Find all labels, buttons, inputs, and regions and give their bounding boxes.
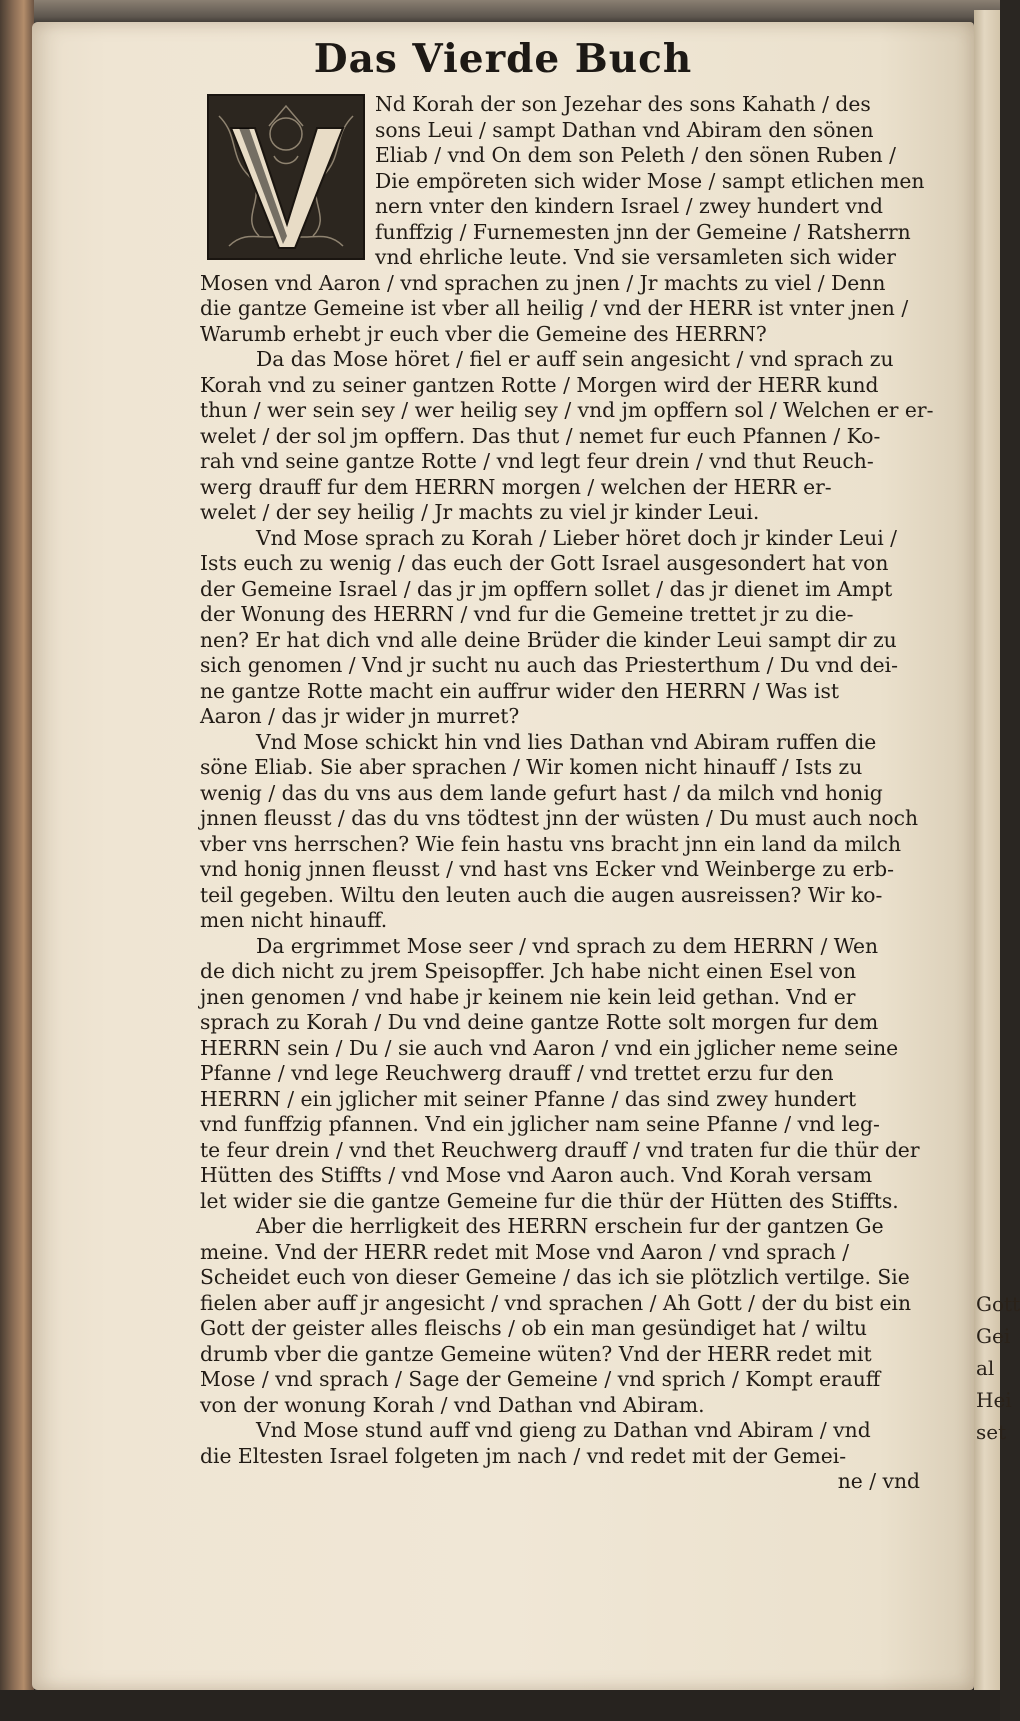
text-line: drumb vber die gantze Gemeine wüten? Vnd der HERR redet mit — [200, 1341, 872, 1366]
text-line: funffzig / Furnemesten jnn der Gemeine / Ratsherrn — [375, 219, 911, 244]
text-line: Die empöreten sich wider Mose / sampt etlichen men — [375, 168, 925, 193]
text-line: meine. Vnd der HERR redet mit Mose vnd Aaron / vnd sprach / — [200, 1239, 850, 1264]
text-line: Hütten des Stiffts / vnd Mose vnd Aaron auch. Vnd Korah versam — [200, 1163, 873, 1187]
text-line: te feur drein / vnd thet Reuchwerg drauff / vnd traten fur die thür der — [200, 1137, 920, 1162]
text-line: jnnen fleusst / das du vns tödtest jnn der wüsten / Du must auch noch — [200, 806, 919, 830]
adjacent-page-fragment: set — [976, 1420, 1007, 1444]
text-line: Pfanne / vnd lege Reuchwerg drauff / vnd trettet erzu fur den — [200, 1061, 834, 1085]
text-line: thun / wer sein sey / wer heilig sey / vnd jm opffern sol / Welchen er er- — [200, 398, 934, 422]
text-line: let wider sie die gantze Gemeine fur die thür der Hütten des Stiffts. — [200, 1188, 899, 1213]
text-line: Nd Korah der son Jezehar des sons Kahath / des — [375, 92, 871, 116]
text-line: Da ergrimmet Mose seer / vnd sprach zu dem HERRN / Wen — [256, 933, 879, 958]
text-line: sich genomen / Vnd jr sucht nu auch das Priesterthum / Du vnd dei- — [200, 653, 898, 677]
scan-background-bottom — [0, 1690, 1000, 1721]
text-line: nern vnter den kindern Israel / zwey hundert vnd — [375, 194, 883, 218]
text-line: welet / der sey heilig / Jr machts zu viel jr kinder Leui. — [200, 500, 760, 524]
text-line: HERRN / ein jglicher mit seiner Pfanne / das sind zwey hundert — [200, 1086, 857, 1111]
text-line: welet / der sol jm opffern. Das thut / nemet fur euch Pfannen / Ko- — [200, 423, 881, 448]
body-text — [200, 92, 934, 1495]
text-line: Warumb erhebt jr euch vber die Gemeine des HERRN? — [200, 321, 767, 346]
text-line: die Eltesten Israel folgeten jm nach / vnd redet mit der Gemei- — [200, 1443, 847, 1468]
scan-background-top — [0, 0, 1000, 24]
text-line: rah vnd seine gantze Rotte / vnd legt feur drein / vnd thut Reuch- — [200, 449, 874, 473]
text-line: fielen aber auff jr angesicht / vnd sprachen / Ah Gott / der du bist ein — [200, 1290, 912, 1315]
text-line: vnd funffzig pfannen. Vnd ein jglicher nam seine Pfanne / vnd leg- — [200, 1112, 880, 1136]
text-line: Mosen vnd Aaron / vnd sprachen zu jnen / Jr machts zu viel / Denn — [200, 270, 886, 295]
adjacent-page-fragment: Gott — [976, 1292, 1020, 1316]
text-line: Scheidet euch von dieser Gemeine / das ich sie plötzlich vertilge. Sie — [200, 1265, 910, 1289]
text-line: söne Eliab. Sie aber sprachen / Wir komen nicht hinauff / Ists zu — [200, 755, 863, 779]
adjacent-page-fragment: al — [976, 1356, 995, 1380]
text-line: Vnd Mose schickt hin vnd lies Dathan vnd Abiram ruffen die — [256, 729, 877, 754]
text-line: Vnd Mose stund auff vnd gieng zu Dathan vnd Abiram / vnd — [256, 1418, 871, 1442]
running-heading: Das Vierde Buch — [313, 36, 693, 82]
text-line: Korah vnd zu seiner gantzen Rotte / Morgen wird der HERR kund — [200, 372, 879, 397]
text-line: sons Leui / sampt Dathan vnd Abiram den sönen — [375, 117, 874, 142]
text-line: teil gegeben. Wiltu den leuten auch die augen ausreissen? Wir ko- — [200, 882, 883, 907]
text-line: der Gemeine Israel / das jr jm opffern sollet / das jr dienet im Ampt — [200, 576, 893, 601]
text-line: wenig / das du vns aus dem lande gefurt hast / da milch vnd honig — [200, 780, 883, 805]
text-line: Da das Mose höret / fiel er auff sein angesicht / vnd sprach zu — [256, 347, 894, 371]
text-line: Gott der geister alles fleischs / ob ein man gesündiget hat / wiltu — [200, 1316, 867, 1340]
text-line: HERRN sein / Du / sie auch vnd Aaron / vnd ein jglicher neme seine — [200, 1035, 899, 1060]
adjacent-page-fragment: Hei — [976, 1388, 1012, 1412]
text-line: werg drauff fur dem HERRN morgen / welchen der HERR er- — [200, 474, 832, 499]
text-line: der Wonung des HERRN / vnd fur die Gemeine trettet jr zu die- — [200, 602, 854, 626]
catchword: ne / vnd — [837, 1469, 920, 1493]
text-line: Ists euch zu wenig / das euch der Gott Israel ausgesondert hat von — [200, 551, 889, 575]
text-line: vnd honig jnnen fleusst / vnd hast vns Ecker vnd Weinberge zu erb- — [200, 857, 895, 881]
text-line: von der wonung Korah / vnd Dathan vnd Abiram. — [200, 1392, 705, 1417]
text-line: Eliab / vnd On dem son Peleth / den sönen Ruben / — [375, 143, 896, 167]
text-line: nen? Er hat dich vnd alle deine Brüder die kinder Leui sampt dir zu — [200, 627, 897, 652]
text-line: sprach zu Korah / Du vnd deine gantze Rotte solt morgen fur dem — [200, 1010, 879, 1034]
book-binding-edge — [0, 0, 34, 1721]
text-line: die gantze Gemeine ist vber all heilig / vnd der HERR ist vnter jnen / — [200, 296, 909, 320]
text-line: Aaron / das jr wider jn murret? — [200, 704, 520, 728]
text-line: ne gantze Rotte macht ein auffrur wider den HERRN / Was ist — [200, 678, 840, 703]
text-line: de dich nicht zu jrem Speisopffer. Jch habe nicht einen Esel von — [200, 959, 857, 983]
text-line: Vnd Mose sprach zu Korah / Lieber höret doch jr kinder Leui / — [256, 525, 898, 550]
adjacent-page-edge — [974, 10, 1020, 1690]
text-line: men nicht hinauff. — [200, 908, 388, 932]
text-line: Aber die herrligkeit des HERRN erschein fur der gantzen Ge — [256, 1214, 884, 1238]
adjacent-page-fragment: Gei — [976, 1324, 1011, 1348]
text-line: vnd ehrliche leute. Vnd sie versamleten sich wider — [375, 245, 896, 269]
text-line: jnen genomen / vnd habe jr keinem nie kein leid gethan. Vnd er — [200, 984, 856, 1009]
text-line: vber vns herrschen? Wie fein hastu vns bracht jnn ein land da milch — [200, 831, 902, 856]
text-line: Mose / vnd sprach / Sage der Gemeine / vnd sprich / Kompt erauff — [200, 1367, 881, 1391]
